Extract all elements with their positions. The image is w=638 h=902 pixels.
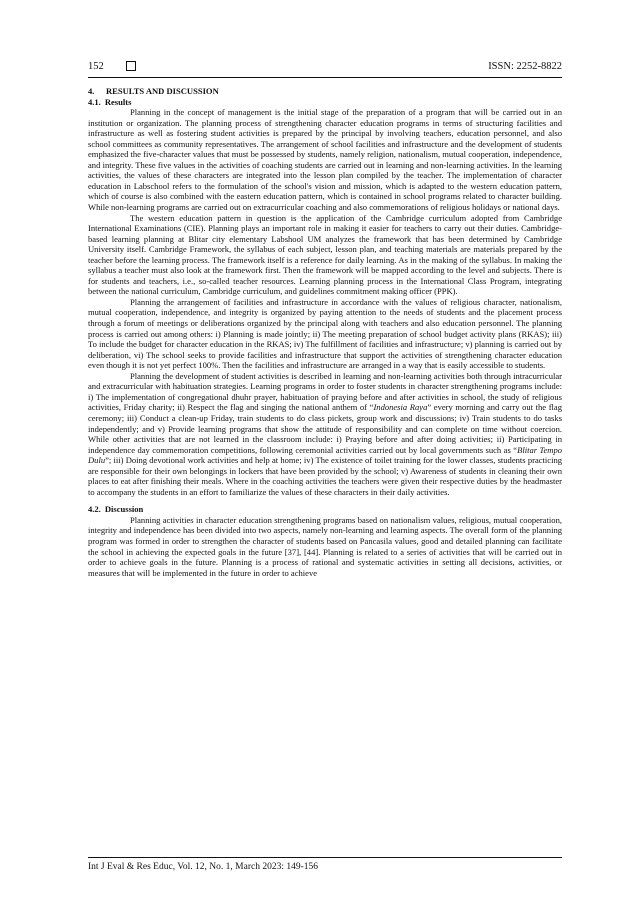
results-number: 4.1. bbox=[88, 96, 101, 107]
section-title: RESULTS AND DISCUSSION bbox=[106, 86, 219, 96]
discussion-title: Discussion bbox=[104, 504, 144, 515]
results-paragraph-3: Planning the arrangement of facilities and infrastructure in accordance with the values of religious character, nationalism, mutual cooperation, independence, and integrity is organized by paying attention to the needs of students and the placement process through a forum of meetings or deliberations organized by the principal along with teachers and also education personnel. The planning process is carried out among others: i) Planning is made jointly; ii) The meeting preparation of school budget activity plans (RKAS); iii) To include the budget for character education in the RKAS; iv) The fulfillment of facilities and infrastructure; v) planning is carried out by deliberation, vi) The school seeks to provide facilities and infrastructure that support the activities of strengthening character education even though it is not yet perfect 100%. Then the facilities and infrastructure are arranged in a way that is easily accessible to students. bbox=[88, 296, 562, 371]
page-body bbox=[88, 84, 562, 578]
footer-rule bbox=[88, 857, 562, 858]
header-left bbox=[88, 61, 136, 72]
footer-citation: Int J Eval & Res Educ, Vol. 12, No. 1, March 2023: 149-156 bbox=[88, 862, 319, 872]
square-box-icon bbox=[126, 61, 136, 71]
p4-italic-indonesia-raya: Indonesia Raya bbox=[373, 402, 428, 413]
p4-italic-blitar-tempo-dulu: Blitar Tempo Dulu bbox=[88, 444, 563, 466]
results-paragraph-2: The western education pattern in question is the application of the Cambridge curriculum adopted from Cambridge International Examinations (CIE). Planning plays an important role in making it easier for teachers to carry out their duties. Cambridge-based learning planning at Blitar city elementary Labshool UM analyzes the framework that has been determined by Cambridge University itself. Cambridge Framework, the syllabus of each subject, lesson plan, and teaching materials are materials prepared by the teacher before the learning process. The framework itself is a reference for daily learning. As in the making of the syllabus. In making the syllabus a teacher must also look at the framework first. Then the framework will be mapped according to the level and subjects. There is for students and teachers, i.e., so-called teacher resources. Learning planning process in the International Class Program, integrating between the national curriculum, Cambridge curriculum, and guidelines commitment making officer (PPK). bbox=[88, 212, 562, 297]
p4-text-a: Planning the development of student activities is described in learning and non-learning activities both through intracurricular and extracurricular with habituation strategies. Learning programs in order to foster students in character strengthening programs include: i) The implementation of congregational dhuhr prayer, habituation of praying before and after activities in school, the study of religious activities, Friday charity; ii) Respect the flag and singing the national anthem of “ bbox=[88, 370, 562, 413]
results-title: Results bbox=[104, 96, 132, 107]
page-number: 152 bbox=[88, 60, 104, 72]
section-number: 4. bbox=[88, 86, 95, 96]
header-rule bbox=[88, 77, 562, 78]
journal-issn: ISSN: 2252-8822 bbox=[488, 60, 562, 72]
section-heading bbox=[88, 86, 562, 97]
p4-text-c: ”; iii) Doing devotional work activities and help at home; iv) The existence of toilet training for the lower classes, students practicing are responsible for their own belongings in lockers that have been provided by the school; v) Awareness of students in cleaning their own places to eat after finishing their meals. Where in the coaching activities the teachers were given their respective duties by the headmaster to accompany the students in an effort to familiarize the values of these characters in their daily activities. bbox=[88, 455, 562, 497]
results-paragraph-4 bbox=[88, 371, 562, 498]
page-header bbox=[88, 58, 562, 74]
results-paragraph-1: Planning in the concept of management is the initial stage of the preparation of a program that will be carried out in an institution or organization. The planning process of strengthening character education programs in terms of structuring facilities and infrastructure as well as fostering student activities is prepared by the principal by involving teachers, education personnel, and also school committees as community representatives. The arrangement of school facilities and infrastructure and the development of students emphasized the five-character values that must be possessed by students, namely religion, nationalism, mutual cooperation, independence, and integrity. These five values in the activities of coaching students are carried out in learning and non-learning activities. In the learning activities, the values of these characters are integrated into the lesson plan compiled by the teacher. The implementation of character education in Labschool refers to the formulation of the school's vision and mission, which is adapted to the western education pattern, which of course is also combined with the eastern education pattern, which is contained in school programs related to character building. While non-learning programs are carried out on extracurricular coaching and also commemorations of religious holidays or national days. bbox=[88, 107, 562, 213]
discussion-heading bbox=[88, 504, 562, 515]
p4-text-b: ” every morning and carry out the flag ceremony; iii) Conduct a clean-up Friday, train students to do class pickets, group work and discussions; iv) Train students to do tasks independently; and v) Provide learning programs that show the attitude of responsibility and can complete on time without coercion. While other activities that are not learned in the classroom include: i) Praying before and after doing activities; ii) Participating in independence day commemoration competitions, following ceremonial activities carried out by local governments such as “ bbox=[88, 402, 563, 455]
results-heading bbox=[88, 97, 562, 108]
discussion-number: 4.2. bbox=[88, 504, 101, 515]
discussion-paragraph-1: Planning activities in character education strengthening programs based on nationalism values, religious, mutual cooperation, integrity and independence has been divided into two aspects, namely non-learning and learning aspects. The overall form of the planning program was formed in order to strengthen the character of students based on Pancasila values, good and detailed planning can facilitate the school in achieving the expected goals in the future [37], [44]. Planning is related to a series of activities that will be carried out in order to achieve goals in the future. Planning is a process of rational and systematic activities in setting all decisions, activities, or measures that will be implemented in the future in order to achieve bbox=[88, 514, 562, 578]
